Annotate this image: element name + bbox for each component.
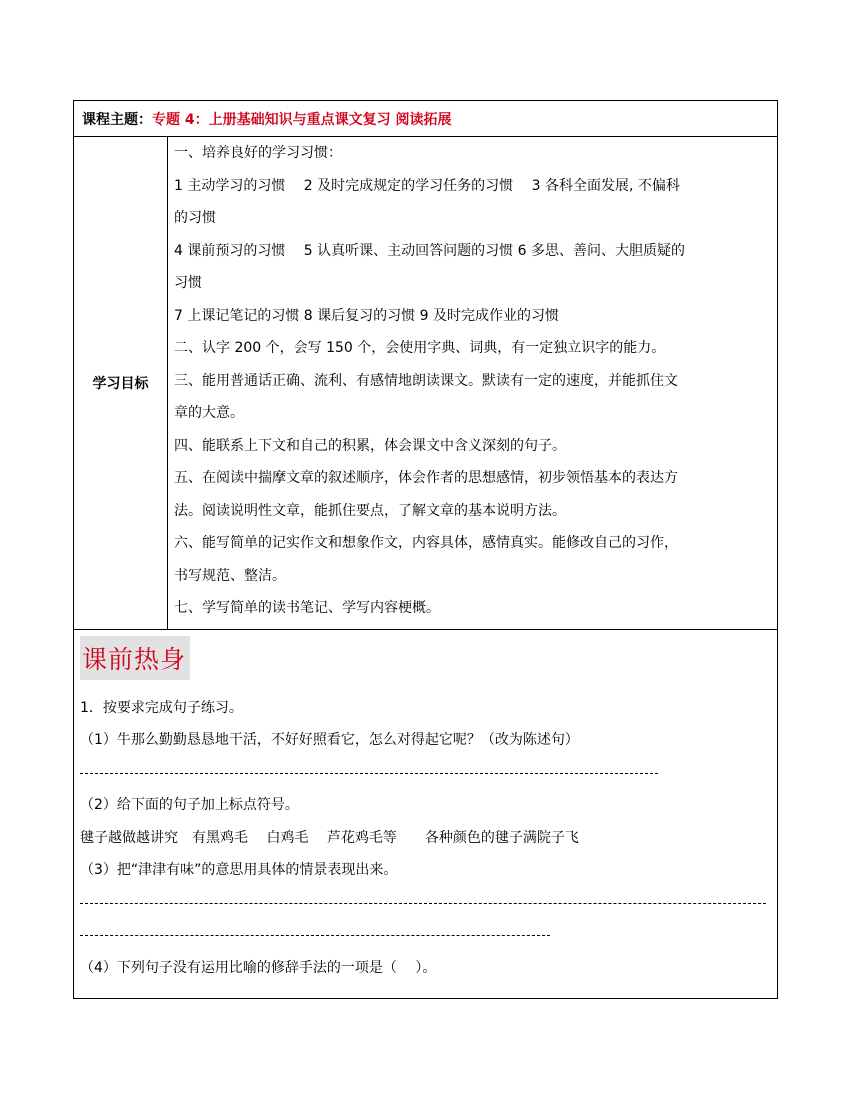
goal-line: 习惯 <box>174 275 202 291</box>
goal-line: 章的大意。 <box>174 405 244 421</box>
lesson-table <box>73 100 778 999</box>
course-topic-label: 课程主题： <box>82 111 152 128</box>
goal-line: 4 课前预习的习惯 5 认真听课、主动回答问题的习惯 6 多思、善问、大胆质疑的 <box>174 242 685 259</box>
goal-line: 七、学写简单的读书笔记、学写内容梗概。 <box>174 600 440 616</box>
question-1-3: （3）把“津津有味”的意思用具体的情景表现出来。 <box>80 862 398 878</box>
goal-line: 7 上课记笔记的习惯 8 课后复习的习惯 9 及时完成作业的习惯 <box>174 307 559 324</box>
goal-line: 的习惯 <box>174 210 216 226</box>
goal-line: 五、在阅读中揣摩文章的叙述顺序，体会作者的思想感情，初步领悟基本的表达方 <box>174 470 678 486</box>
question-1-2: （2）给下面的句子加上标点符号。 <box>80 797 299 813</box>
goal-line: 六、能写简单的记实作文和想象作文，内容具体，感情真实。能修改自己的习作， <box>174 535 678 551</box>
learning-goals-row <box>74 137 777 630</box>
goal-line: 一、培养良好的学习习惯： <box>174 145 342 161</box>
answer-line[interactable] <box>80 757 773 790</box>
goal-line: 三、能用普通话正确、流利、有感情地朗读课文。默读有一定的速度，并能抓住文 <box>174 372 678 389</box>
warmup-section <box>74 630 777 999</box>
warmup-title: 课前热身 <box>80 636 190 680</box>
learning-goals-body <box>168 137 777 629</box>
goal-line: 书写规范、整洁。 <box>174 567 286 584</box>
answer-line[interactable] <box>80 887 773 920</box>
question-1: 1．按要求完成句子练习。 <box>80 699 243 716</box>
goal-line: 法。阅读说明性文章，能抓住要点，了解文章的基本说明方法。 <box>174 502 566 519</box>
answer-line[interactable] <box>80 919 773 952</box>
question-1-1: （1）牛那么勤勤恳恳地干活，不好好照看它，怎么对得起它呢？（改为陈述句） <box>80 732 579 748</box>
course-topic-value: 专题 4：上册基础知识与重点课文复习 阅读拓展 <box>152 111 452 128</box>
goal-line: 四、能联系上下文和自己的积累，体会课文中含义深刻的句子。 <box>174 437 566 454</box>
goal-line: 二、认字 200 个，会写 150 个，会使用字典、词典，有一定独立识字的能力。 <box>174 340 666 356</box>
goal-line: 1 主动学习的习惯 2 及时完成规定的学习任务的习惯 3 各科全面发展, 不偏科 <box>174 177 680 194</box>
course-topic-row <box>74 101 777 137</box>
question-1-2-sentence: 毽子越做越讲究 有黑鸡毛 白鸡毛 芦花鸡毛等 各种颜色的毽子满院子飞 <box>80 829 579 846</box>
learning-goals-label: 学习目标 <box>74 137 168 629</box>
question-1-4: （4）下列句子没有运用比喻的修辞手法的一项是（ ）。 <box>80 959 437 976</box>
